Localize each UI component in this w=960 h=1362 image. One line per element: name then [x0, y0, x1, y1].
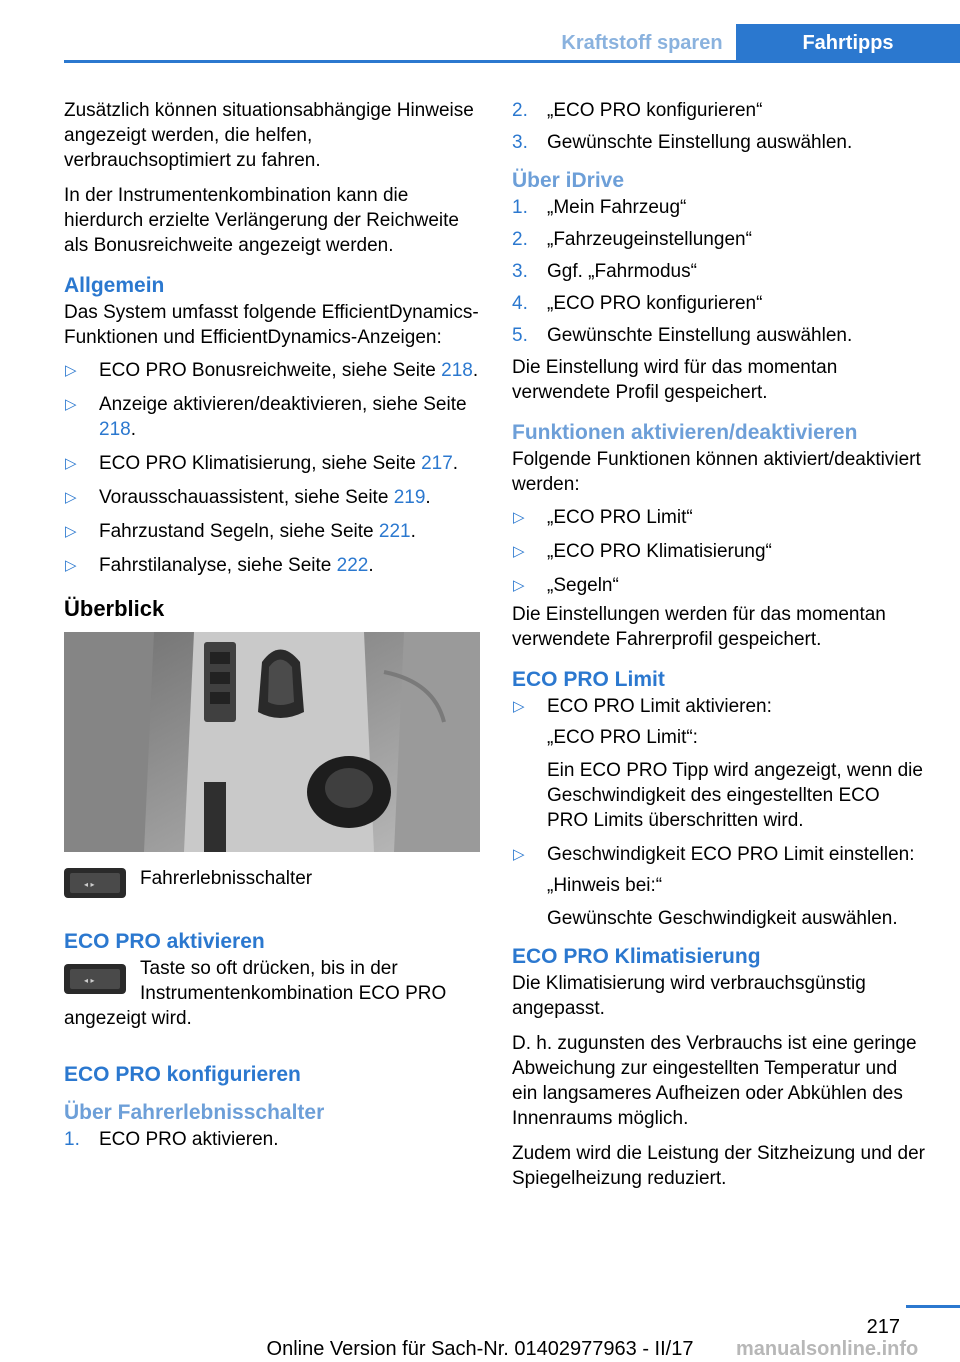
list-item: ▷ „ECO PRO Klimatisierung“ — [512, 539, 926, 564]
list-item: ▷ Fahrstilanalyse, siehe Seite 222. — [64, 553, 480, 578]
header-chapter-tab[interactable]: Fahrtipps — [736, 24, 960, 62]
klima-text-3: Zudem wird die Leistung der Sitzheizung und der Spiegelheizung reduziert. — [512, 1143, 925, 1189]
via-switch-steps — [64, 1127, 480, 1152]
list-item: 2. „ECO PRO konfigurieren“ — [512, 100, 763, 121]
switch-caption-row — [64, 866, 480, 898]
via-switch-steps-continued — [512, 98, 926, 155]
svg-text:◂ ▸: ◂ ▸ — [84, 976, 95, 985]
list-item: ▷ ECO PRO Klimatisierung, siehe Seite 217. — [64, 451, 480, 476]
eco-pro-klima-heading: ECO PRO Klimatisierung — [512, 945, 761, 968]
right-column — [512, 98, 926, 1201]
list-item: 5. Gewünschte Einstellung auswählen. — [512, 325, 853, 346]
eco-pro-limit-heading: ECO PRO Limit — [512, 668, 665, 691]
online-version-footer: Online Version für Sach-Nr. 01402977963 - II/17 — [266, 1338, 694, 1360]
list-item: 1. „Mein Fahrzeug“ — [512, 197, 687, 218]
functions-note: Die Einstellungen werden für das momentan verwendete Fahrerprofil gespeichert. — [512, 604, 886, 650]
left-column — [64, 98, 480, 1159]
list-item: 1. ECO PRO aktivieren. — [64, 1129, 279, 1150]
driving-experience-switch-icon — [64, 868, 126, 898]
list-item: 4. „ECO PRO konfigurieren“ — [512, 293, 763, 314]
list-item: ▷ ECO PRO Bonusreichweite, siehe Seite 218. — [64, 358, 480, 383]
page-link[interactable]: 221 — [378, 521, 411, 542]
eco-pro-configure-heading: ECO PRO konfigurieren — [64, 1063, 301, 1086]
list-item: ▷ Vorausschauassistent, siehe Seite 219. — [64, 485, 480, 510]
page-link[interactable]: 218 — [441, 360, 473, 381]
allgemein-text: Das System umfasst folgende EfficientDynamics-Funktionen und EfficientDynamics-Anzeigen: — [64, 302, 479, 348]
list-item: ▷ „ECO PRO Limit“ — [512, 505, 926, 530]
functions-list — [512, 505, 926, 598]
list-item: ▷ ECO PRO Limit aktivieren: „ECO PRO Limit“: Ein ECO PRO Tipp wird angezeigt, wenn die Geschwindigkeit des eingestellten ECO PRO Limits überschritten wird. — [512, 694, 926, 833]
header-rule — [64, 60, 960, 63]
page-link[interactable]: 217 — [421, 453, 453, 474]
allgemein-heading: Allgemein — [64, 274, 165, 297]
center-console-photo — [64, 632, 480, 852]
list-item: ▷ Anzeige aktivieren/deaktivieren, siehe Seite 218. — [64, 392, 480, 442]
switch-caption: Fahrerlebnisschalter — [140, 868, 313, 889]
watermark: manualsonline.info — [736, 1338, 919, 1360]
svg-text:◂ ▸: ◂ ▸ — [84, 880, 95, 889]
activate-block — [64, 956, 480, 1031]
idrive-note: Die Einstellung wird für das momentan verwendete Profil gespeichert. — [512, 357, 838, 403]
driving-experience-switch-icon — [64, 964, 126, 994]
klima-text-1: Die Klimatisierung wird verbrauchsgünstig angepasst. — [512, 973, 866, 1019]
via-switch-heading: Über Fahrerlebnisschalter — [64, 1101, 325, 1124]
list-item: ▷ „Segeln“ — [512, 573, 926, 598]
idrive-heading: Über iDrive — [512, 169, 625, 192]
list-item: ▷ Fahrzustand Segeln, siehe Seite 221. — [64, 519, 480, 544]
list-item: 3. Gewünschte Einstellung auswählen. — [512, 132, 853, 153]
ueberblick-heading: Überblick — [64, 596, 165, 621]
list-item: 3. Ggf. „Fahrmodus“ — [512, 261, 697, 282]
activate-text: Taste so oft drücken, bis in der Instrumentenkombination ECO PRO angezeigt wird. — [64, 958, 447, 1029]
efficientdynamics-list — [64, 358, 480, 578]
limit-list — [512, 694, 926, 931]
page-link[interactable]: 219 — [393, 487, 426, 508]
header-section-tab[interactable]: Kraftstoff sparen — [561, 31, 723, 54]
page-link[interactable]: 222 — [336, 555, 369, 576]
klima-text-2: D. h. zugunsten des Verbrauchs ist eine geringe Abweichung zur eingestellten Temperatur und ein langsameres Aufheizen oder Abkühlen des Innenraums möglich. — [512, 1033, 917, 1129]
functions-text: Folgende Funktionen können aktiviert/deaktiviert werden: — [512, 449, 921, 495]
idrive-steps — [512, 195, 926, 348]
list-item: 2. „Fahrzeugeinstellungen“ — [512, 229, 752, 250]
intro-paragraph-2: In der Instrumentenkombination kann die hierdurch erzielte Verlängerung der Reichweite als Bonusreichweite angezeigt werden. — [64, 185, 460, 256]
page-number: 217 — [866, 1316, 900, 1338]
footer-rule — [906, 1305, 960, 1308]
list-item: ▷ Geschwindigkeit ECO PRO Limit einstellen: „Hinweis bei:“ Gewünschte Geschwindigkeit auswählen. — [512, 842, 926, 931]
functions-heading: Funktionen aktivieren/deaktivieren — [512, 421, 858, 444]
eco-pro-activate-heading: ECO PRO aktivieren — [64, 930, 265, 953]
intro-paragraph-1: Zusätzlich können situationsabhängige Hinweise angezeigt werden, die helfen, verbrauchsoptimiert zu fahren. — [64, 100, 474, 171]
page-link[interactable]: 218 — [99, 419, 131, 440]
